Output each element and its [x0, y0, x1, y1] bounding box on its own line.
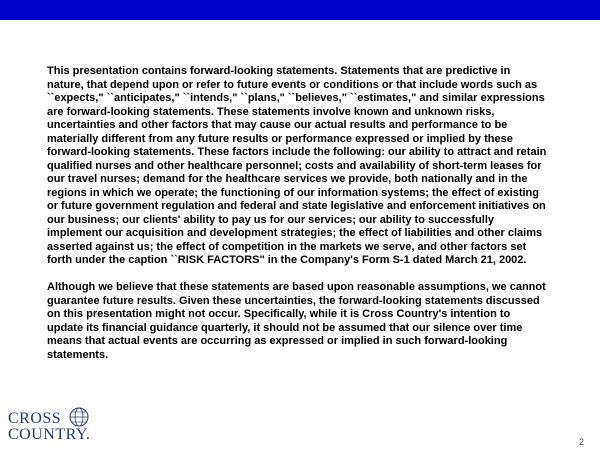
top-bar [0, 0, 600, 20]
disclaimer-text [47, 65, 547, 362]
globe-icon [68, 406, 90, 428]
logo-line-cross: CROSS [8, 410, 62, 427]
paragraph-forward-looking: This presentation contains forward-looking statements. Statements that are predictive in nature, that depend upon or refer to future events or conditions or that include words such as ``expects," ``anticipates," ``intends," ``plans," ``believes," ``estimates," and similar expressions are forward-looking statements. These statements involve known and unknown risks, uncertainties and other factors that may cause our actual results and performance to be materially different from any future results or performance expressed or implied by these forward-looking statements. These factors include the following: our ability to attract and retain qualified nurses and other healthcare personnel; costs and availability of short-term leases for our travel nurses; demand for the healthcare services we provide, both nationally and in the regions in which we operate; the functioning of our information systems; the effect of existing or future government regulation and federal and state legislative and enforcement initiatives on our business; our clients' ability to pay us for our services; our ability to successfully implement our acquisition and development strategies; the effect of liabilities and other claims asserted against us; the effect of competition in the markets we serve, and other factors set forth under the caption ``RISK FACTORS" in the Company's Form S-1 dated March 21, 2002. [47, 65, 547, 266]
logo-line-country: COUNTRY. [8, 426, 91, 443]
cross-country-logo [8, 406, 94, 446]
page-number: 2 [578, 437, 584, 447]
paragraph-assumptions: Although we believe that these statements are based upon reasonable assumptions, we cannot guarantee future results. Given these uncertainties, the forward-looking statements discussed on this presentation might not occur. Specifically, while it is Cross Country's intention to update its financial guidance quarterly, it should not be assumed that our silence over time means that actual events are occurring as expressed or implied in such forward-looking statements. [47, 281, 546, 361]
